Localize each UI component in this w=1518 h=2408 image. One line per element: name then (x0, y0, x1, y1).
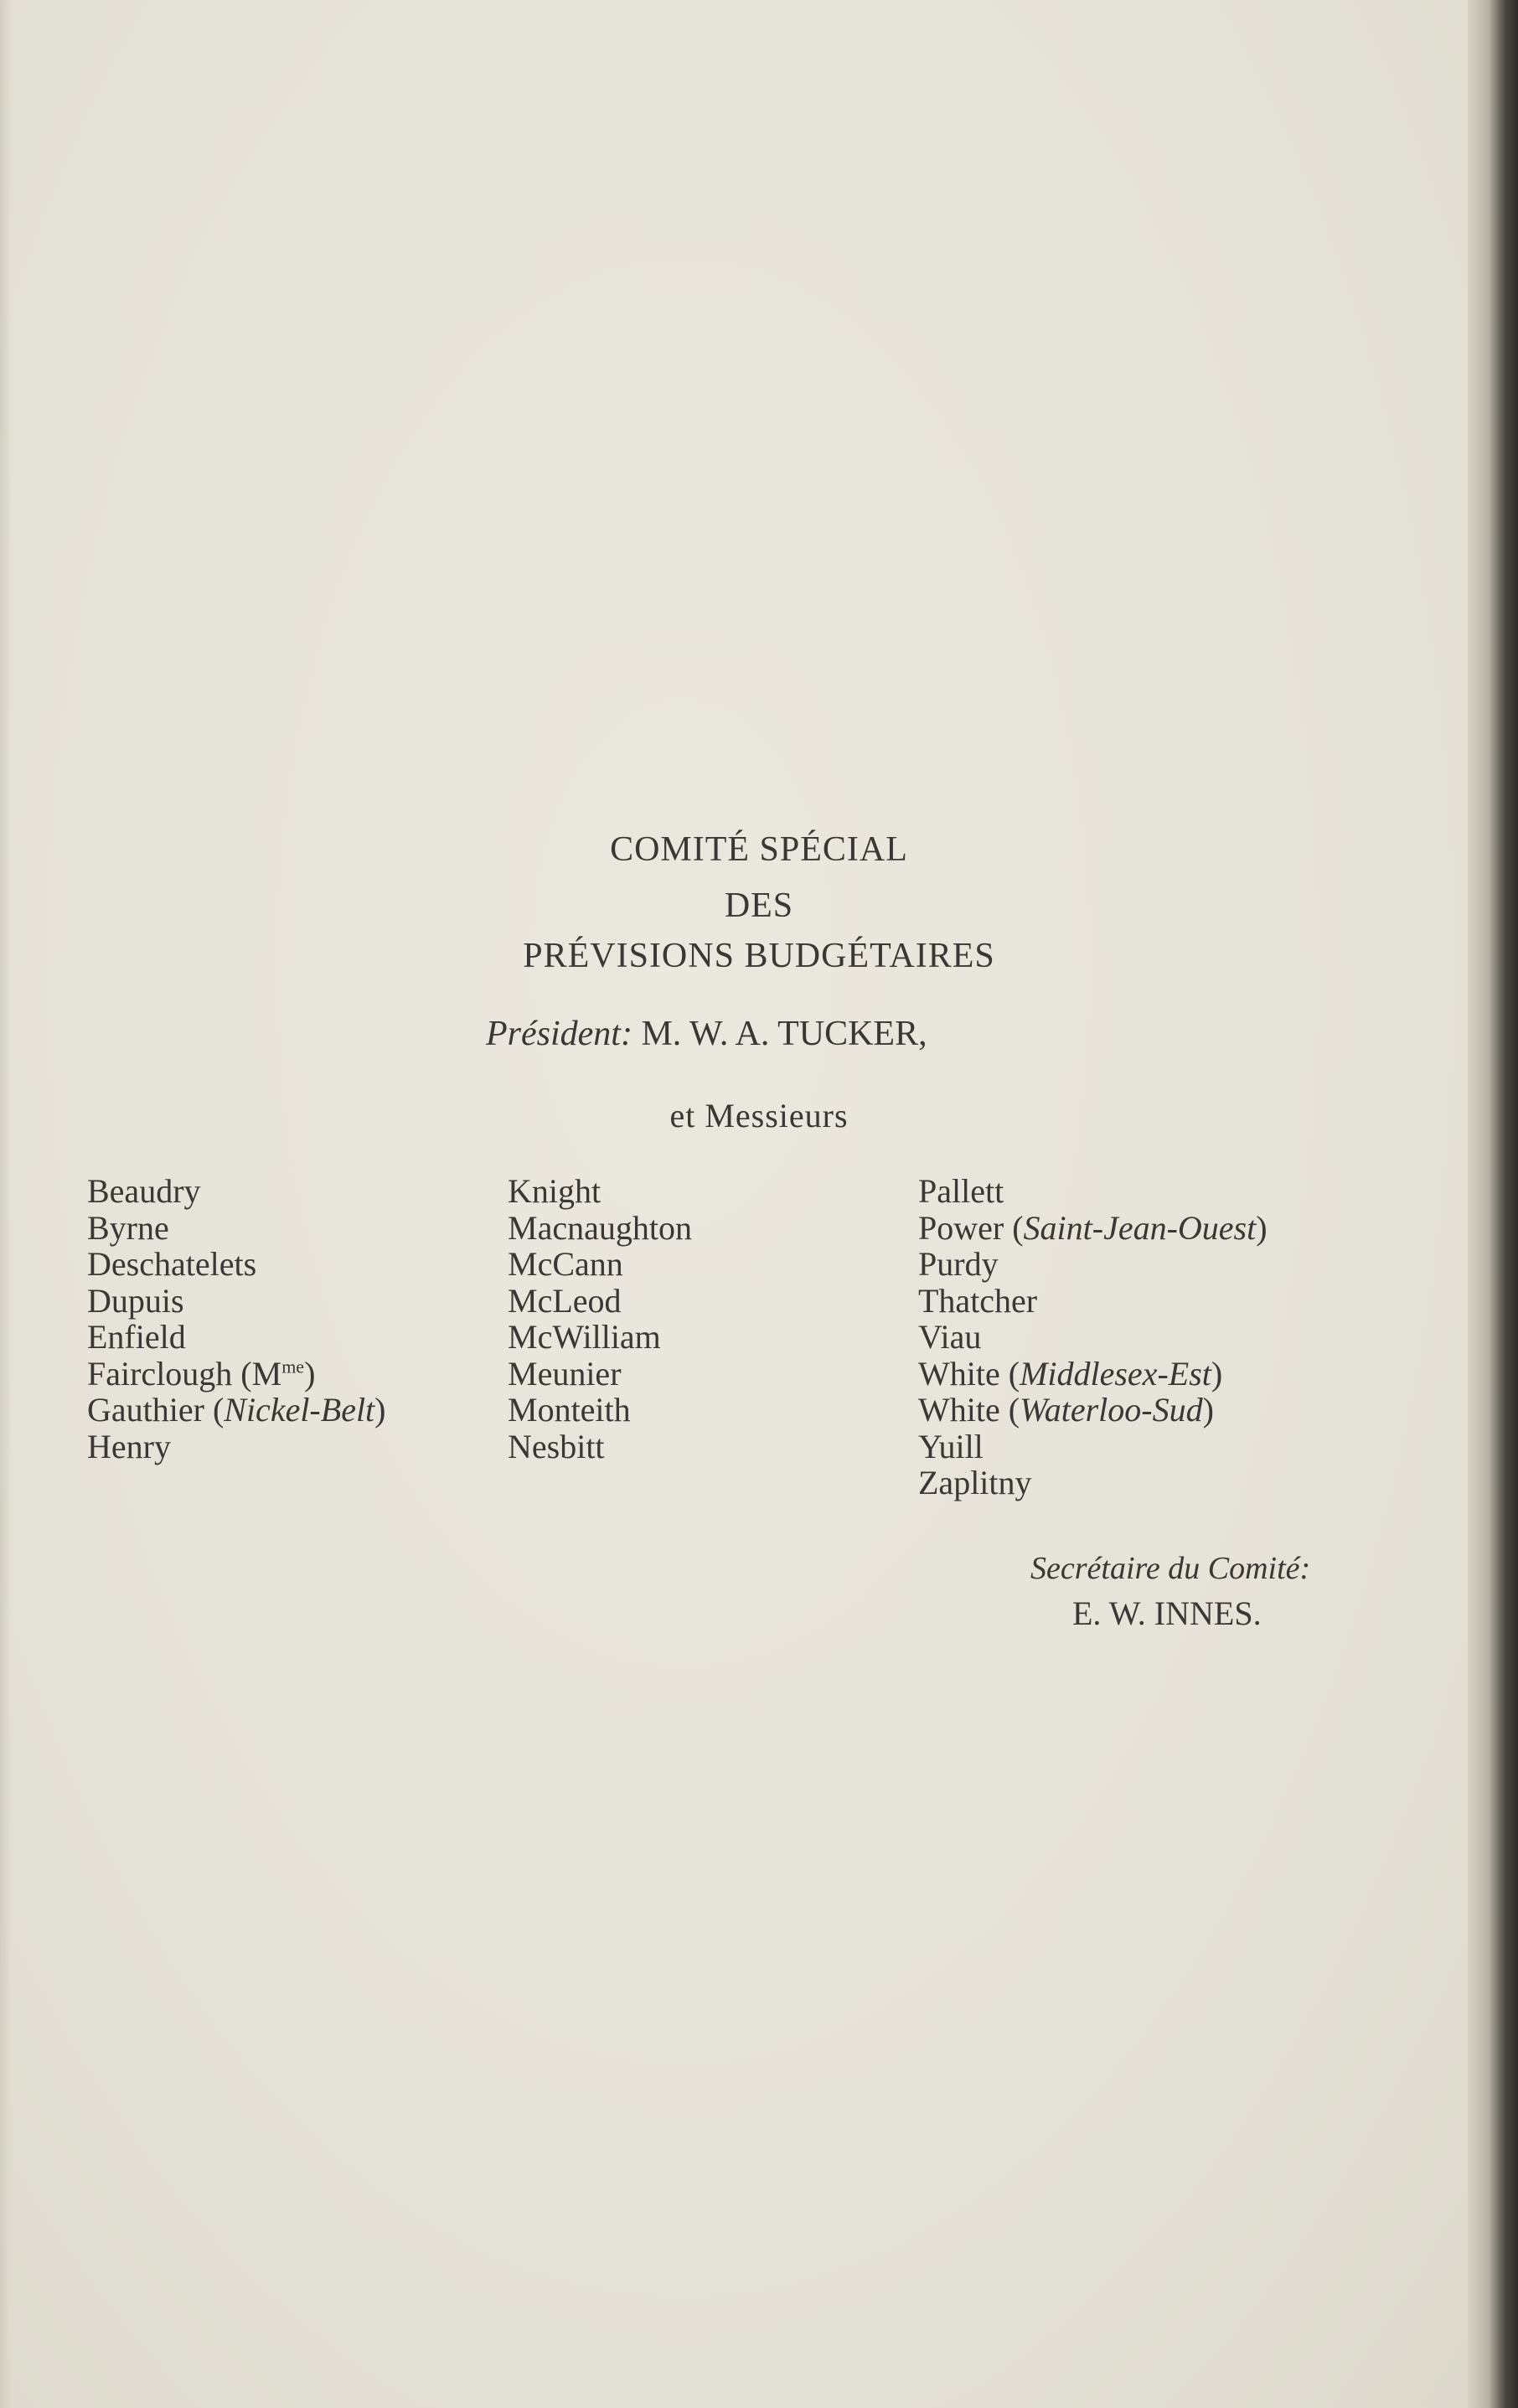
member-name-text: Power ( (918, 1208, 1024, 1247)
member-riding: Waterloo-Sud (1020, 1391, 1203, 1429)
member-name: Deschatelets (87, 1245, 257, 1283)
member-paren-close: ) (1211, 1354, 1223, 1393)
member-title-superscript: me (281, 1356, 305, 1377)
member-name: Enfield (87, 1318, 186, 1356)
member-name-text: Gauthier ( (87, 1391, 225, 1429)
member-name-white-middlesex (918, 1356, 1268, 1393)
member-paren-close: ) (1256, 1208, 1268, 1247)
member-name: Beaudry (87, 1172, 201, 1210)
member-name: McCann (508, 1245, 623, 1283)
members-intro: et Messieurs (669, 1097, 849, 1134)
member-name-text: White ( (918, 1354, 1020, 1393)
member-name-gauthier (87, 1392, 386, 1429)
member-name: Knight (508, 1172, 602, 1210)
member-name: Viau (918, 1318, 982, 1356)
member-name-fairclough (87, 1356, 386, 1393)
member-name: Henry (87, 1427, 171, 1465)
member-name: Zaplitny (918, 1464, 1032, 1501)
member-riding: Middlesex-Est (1020, 1354, 1211, 1393)
member-name-power (918, 1210, 1268, 1247)
member-riding: Saint-Jean-Ouest (1023, 1208, 1257, 1247)
member-name-white-waterloo (918, 1392, 1268, 1429)
member-paren-close: ) (374, 1391, 386, 1429)
member-name-text: Fairclough (M (87, 1354, 282, 1393)
member-paren-close: ) (304, 1354, 316, 1393)
member-name: McWilliam (508, 1318, 661, 1356)
secretary-name: E. W. INNES. (1072, 1594, 1262, 1632)
committee-title-line3: PRÉVISIONS BUDGÉTAIRES (523, 937, 995, 975)
member-name: Monteith (508, 1391, 631, 1429)
page-edge-shadow (1468, 0, 1518, 2408)
member-name: Thatcher (918, 1281, 1038, 1320)
members-column-2 (508, 1173, 692, 1465)
president-name: M. W. A. TUCKER, (641, 1015, 927, 1053)
members-column-3 (918, 1173, 1268, 1501)
president-label: Président: (486, 1015, 632, 1053)
member-name-text: White ( (918, 1391, 1020, 1429)
member-riding: Nickel-Belt (224, 1391, 375, 1429)
member-name: Pallett (918, 1172, 1004, 1210)
member-name: Byrne (87, 1208, 169, 1247)
member-name: McLeod (508, 1281, 622, 1320)
president-line (486, 1014, 927, 1054)
member-name: Purdy (918, 1245, 999, 1283)
member-name: Meunier (508, 1354, 622, 1393)
member-paren-close: ) (1202, 1391, 1214, 1429)
committee-title-line2: DES (724, 886, 794, 925)
member-name: Macnaughton (508, 1208, 692, 1247)
committee-title-line1: COMITÉ SPÉCIAL (610, 830, 908, 869)
page-fold-shadow (0, 0, 12, 2408)
member-name: Dupuis (87, 1281, 184, 1320)
member-name: Yuill (918, 1427, 984, 1465)
members-column-1 (87, 1173, 386, 1465)
secretary-label: Secrétaire du Comité: (1030, 1551, 1311, 1586)
member-name: Nesbitt (508, 1427, 605, 1465)
